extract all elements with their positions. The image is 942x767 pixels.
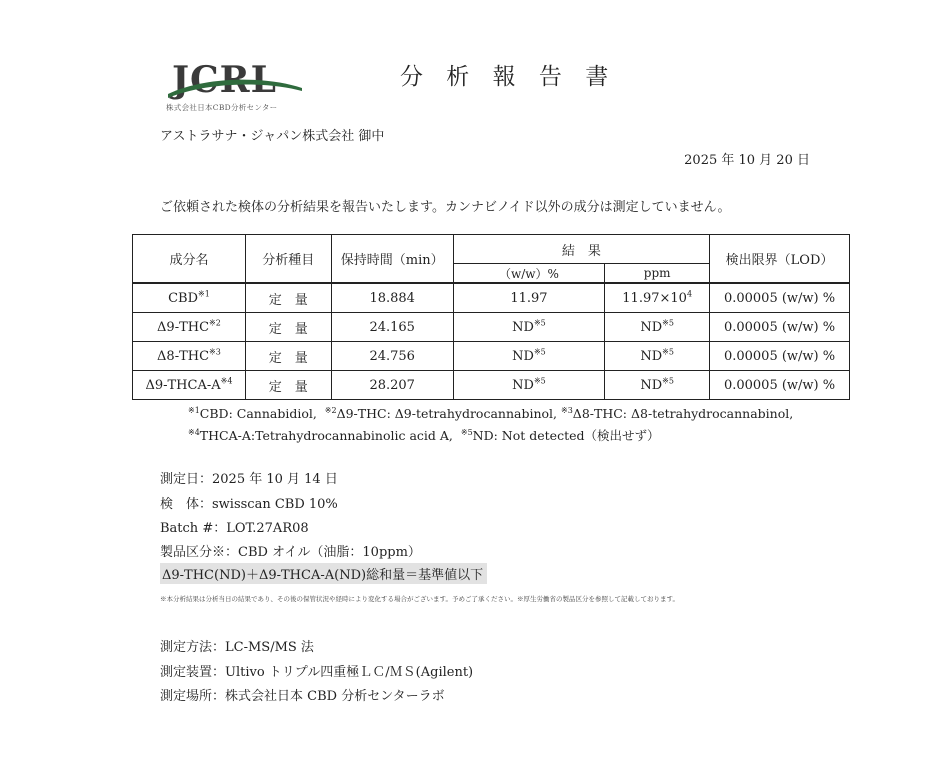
header-ww: （w/w）% — [453, 264, 605, 284]
product-category: 製品区分※：CBD オイル（油脂：10ppm） — [160, 545, 421, 560]
cell-retention: 24.756 — [331, 342, 453, 371]
cell-retention: 24.165 — [331, 313, 453, 342]
measure-device: 測定装置：Ultivo トリプル四重極ＬＣ/ＭＳ(Agilent) — [160, 665, 474, 680]
measure-date: 測定日：2025 年 10 月 14 日 — [160, 472, 338, 487]
page-title: 分 析 報 告 書 — [400, 64, 617, 90]
table-row — [133, 342, 850, 371]
specimen: 検 体：swisscan CBD 10% — [160, 497, 338, 512]
report-date: 2025 年 10 月 20 日 — [684, 153, 810, 168]
header-component: 成分名 — [133, 235, 246, 284]
cell-lod: 0.00005 (w/w) % — [710, 371, 850, 400]
cell-ww: ND$^{※5}$ — [453, 313, 605, 342]
cell-type: 定 量 — [245, 342, 331, 371]
footnote-line-1: $^{※1}$CBD: Cannabidiol, $^{※2}$Δ9-THC: Δ9-tetrahydrocannabinol, $^{※3}$Δ8-THC: Δ8-tetrahydrocannabinol, — [188, 405, 794, 421]
cell-component: Δ9-THC$^{※2}$ — [133, 313, 246, 342]
cell-type: 定 量 — [245, 283, 331, 313]
cell-ppm: ND$^{※5}$ — [605, 342, 710, 371]
cell-ww: 11.97 — [453, 283, 605, 313]
cell-ppm: ND$^{※5}$ — [605, 371, 710, 400]
disclaimer: ※本分析結果は分析当日の結果であり、その後の保管状況や経時により変化する場合がございます。予めご了承ください。※厚生労働省の製品区分を参照して記載しております。 — [160, 595, 679, 603]
cell-retention: 28.207 — [331, 371, 453, 400]
logo-lettering: JCRL — [172, 59, 277, 101]
header-type: 分析種目 — [245, 235, 331, 284]
table-row — [133, 371, 850, 400]
header-result: 結 果 — [453, 235, 709, 264]
table-row — [133, 313, 850, 342]
footnotes — [188, 403, 793, 447]
cell-type: 定 量 — [245, 313, 331, 342]
results-table — [132, 234, 850, 400]
header-retention: 保持時間（min） — [331, 235, 453, 284]
cell-ww: ND$^{※5}$ — [453, 371, 605, 400]
batch-number: Batch #：LOT.27AR08 — [160, 521, 309, 536]
total-thc-result: Δ9-THC(ND)＋Δ9-THCA-A(ND)総和量＝基準値以下 — [160, 563, 487, 584]
footnote-line-2: $^{※4}$THCA-A:Tetrahydrocannabinolic acid A, $^{※5}$ND: Not detected（検出せず） — [188, 427, 660, 443]
header-ppm: ppm — [605, 264, 710, 284]
cell-retention: 18.884 — [331, 283, 453, 313]
cell-ppm: ND$^{※5}$ — [605, 313, 710, 342]
cell-ppm: $11.97\times 10^4$ — [605, 283, 710, 313]
addressee: アストラサナ・ジャパン株式会社 御中 — [160, 129, 385, 144]
cell-lod: 0.00005 (w/w) % — [710, 342, 850, 371]
intro-text: ご依頼された検体の分析結果を報告いたします。カンナビノイド以外の成分は測定していません。 — [160, 200, 731, 215]
cell-lod: 0.00005 (w/w) % — [710, 313, 850, 342]
table-row — [133, 283, 850, 313]
logo-subtitle: 株式会社日本CBD分析センター — [166, 103, 278, 112]
measure-method: 測定方法：LC-MS/MS 法 — [160, 640, 314, 655]
cell-component: CBD$^{※1}$ — [133, 283, 246, 313]
cell-lod: 0.00005 (w/w) % — [710, 283, 850, 313]
cell-ww: ND$^{※5}$ — [453, 342, 605, 371]
measure-location: 測定場所：株式会社日本 CBD 分析センターラボ — [160, 689, 445, 704]
header-lod: 検出限界（LOD） — [710, 235, 850, 284]
cell-component: $\Delta 9-THCA-A^{※4}$ — [133, 371, 246, 400]
cell-component: Δ8-THC$^{※3}$ — [133, 342, 246, 371]
cell-type: 定 量 — [245, 371, 331, 400]
